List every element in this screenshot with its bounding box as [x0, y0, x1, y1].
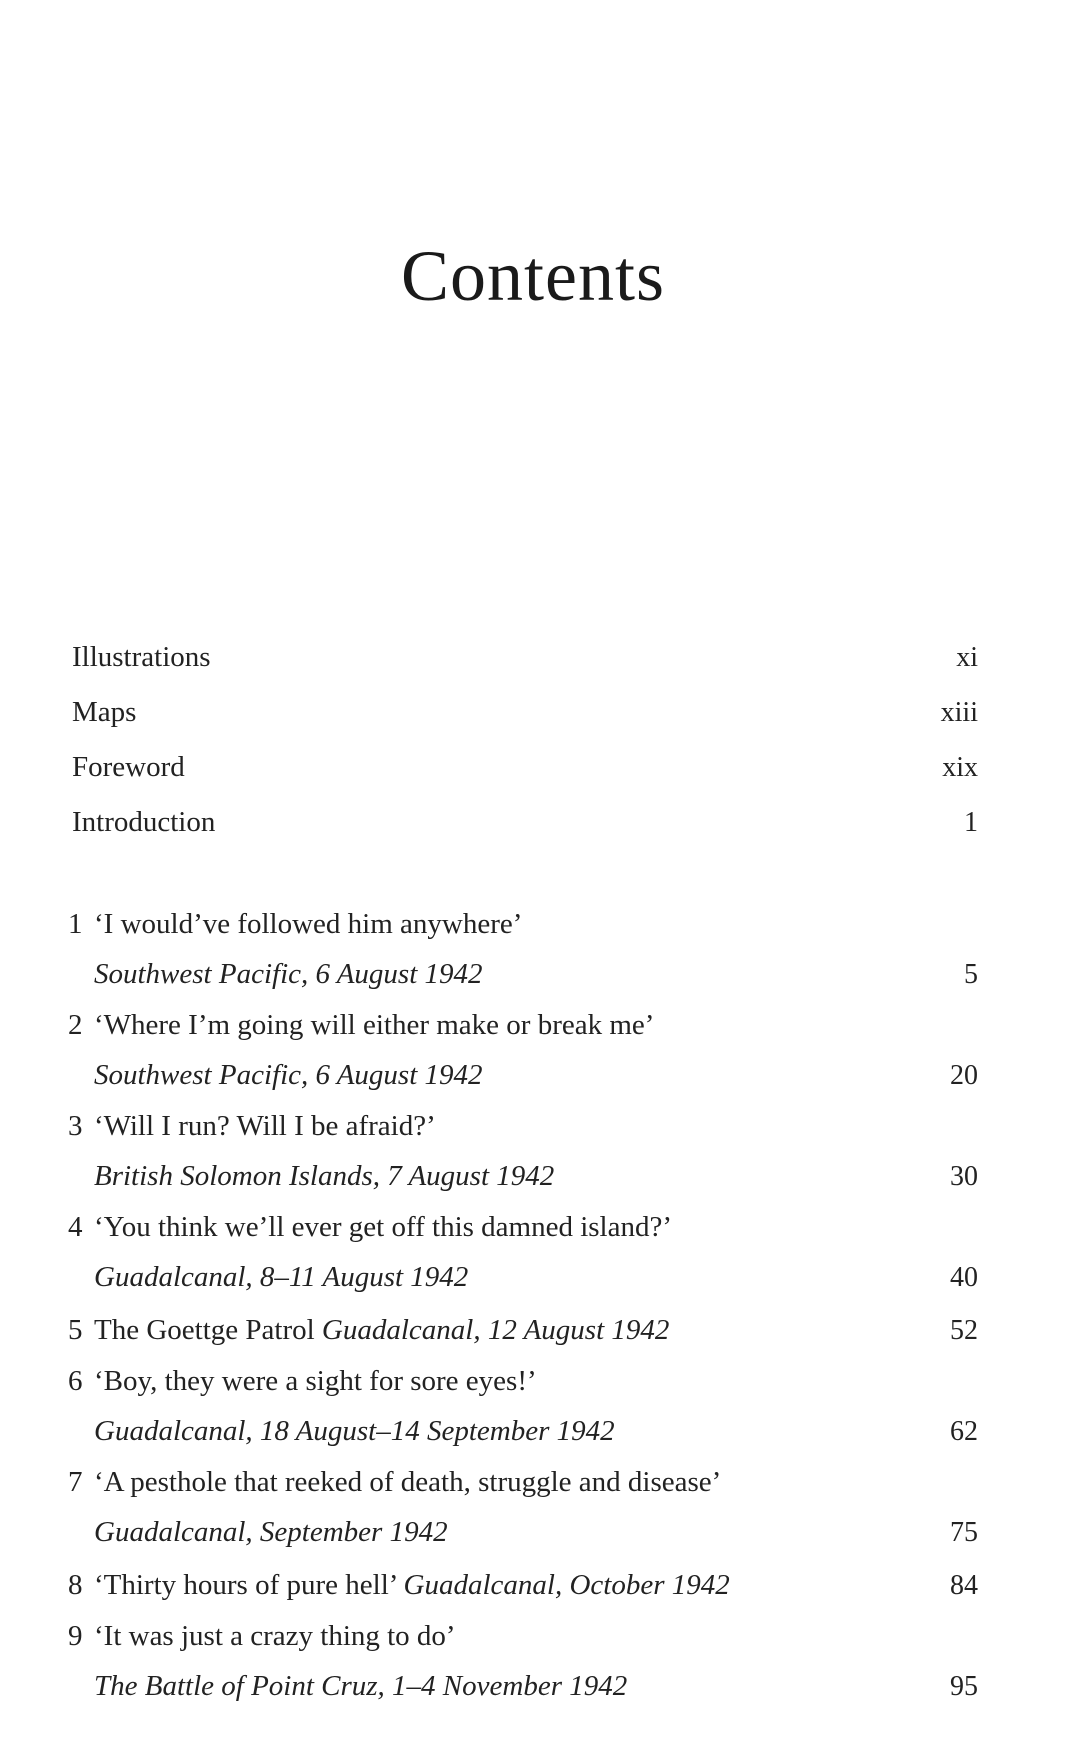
- chapter-title: The Goettge Patrol: [94, 1314, 315, 1346]
- chapter-page: 52: [950, 1315, 978, 1346]
- chapter-subtitle: The Battle of Point Cruz, 1–4 November 1942: [94, 1670, 628, 1702]
- chapter-number: 2: [68, 1009, 83, 1041]
- chapter-page: 75: [950, 1517, 978, 1548]
- entry-label: Maps: [72, 696, 137, 728]
- chapter-number: 3: [68, 1110, 83, 1142]
- toc-chapter-5[interactable]: [68, 1304, 978, 1357]
- chapter-title: ‘Boy, they were a sight for sore eyes!’: [94, 1365, 537, 1397]
- chapter-title: ‘It was just a crazy thing to do’: [94, 1620, 456, 1652]
- entry-page: xiii: [940, 697, 978, 728]
- toc-chapter-1[interactable]: [68, 900, 978, 1001]
- entry-page: xix: [942, 752, 978, 783]
- chapter-number: 5: [68, 1314, 83, 1346]
- chapter-subtitle: Guadalcanal, 8–11 August 1942: [94, 1261, 469, 1293]
- toc-entry-maps[interactable]: [72, 685, 978, 740]
- chapter-number: 6: [68, 1365, 83, 1397]
- chapter-number: 8: [68, 1569, 83, 1601]
- chapter-subtitle: Guadalcanal, October 1942: [403, 1569, 730, 1601]
- chapter-page: 5: [964, 959, 978, 990]
- toc-chapter-4[interactable]: [68, 1203, 978, 1304]
- chapter-number: 4: [68, 1211, 83, 1243]
- toc-chapter-3[interactable]: [68, 1102, 978, 1203]
- chapter-page: 95: [950, 1671, 978, 1702]
- chapter-subtitle: Guadalcanal, 18 August–14 September 1942: [94, 1415, 615, 1447]
- chapter-title: ‘You think we’ll ever get off this damned island?’: [94, 1211, 673, 1243]
- chapter-title: ‘A pesthole that reeked of death, struggle and disease’: [94, 1466, 722, 1498]
- toc-chapter-7[interactable]: [68, 1458, 978, 1559]
- chapter-page: 84: [950, 1570, 978, 1601]
- entry-page: 1: [964, 807, 978, 838]
- toc-chapter-6[interactable]: [68, 1357, 978, 1458]
- chapter-title: ‘I would’ve followed him anywhere’: [94, 908, 523, 940]
- chapter-list: [68, 900, 978, 1713]
- chapter-subtitle: British Solomon Islands, 7 August 1942: [94, 1160, 555, 1192]
- chapter-title: ‘Will I run? Will I be afraid?’: [94, 1110, 436, 1142]
- chapter-number: 7: [68, 1466, 83, 1498]
- chapter-subtitle: Southwest Pacific, 6 August 1942: [94, 1059, 483, 1091]
- toc-chapter-2[interactable]: [68, 1001, 978, 1102]
- toc-chapter-9[interactable]: [68, 1612, 978, 1713]
- toc-entry-foreword[interactable]: [72, 740, 978, 795]
- chapter-subtitle: Southwest Pacific, 6 August 1942: [94, 958, 483, 990]
- toc-entry-introduction[interactable]: [72, 795, 978, 850]
- entry-page: xi: [956, 642, 978, 673]
- chapter-page: 20: [950, 1060, 978, 1091]
- entry-label: Introduction: [72, 806, 216, 838]
- chapter-number: 9: [68, 1620, 83, 1652]
- chapter-number: 1: [68, 908, 83, 940]
- page-title: Contents: [400, 236, 665, 316]
- chapter-page: 30: [950, 1161, 978, 1192]
- chapter-subtitle: Guadalcanal, September 1942: [94, 1516, 448, 1548]
- entry-label: Illustrations: [72, 641, 211, 673]
- chapter-title: ‘Thirty hours of pure hell’: [94, 1569, 397, 1601]
- chapter-title: ‘Where I’m going will either make or break me’: [94, 1009, 655, 1041]
- front-matter-list: [72, 630, 978, 850]
- toc-chapter-8[interactable]: [68, 1559, 978, 1612]
- chapter-page: 40: [950, 1262, 978, 1293]
- toc-entry-illustrations[interactable]: [72, 630, 978, 685]
- entry-label: Foreword: [72, 751, 185, 783]
- chapter-page: 62: [950, 1416, 978, 1447]
- chapter-subtitle: Guadalcanal, 12 August 1942: [321, 1314, 670, 1346]
